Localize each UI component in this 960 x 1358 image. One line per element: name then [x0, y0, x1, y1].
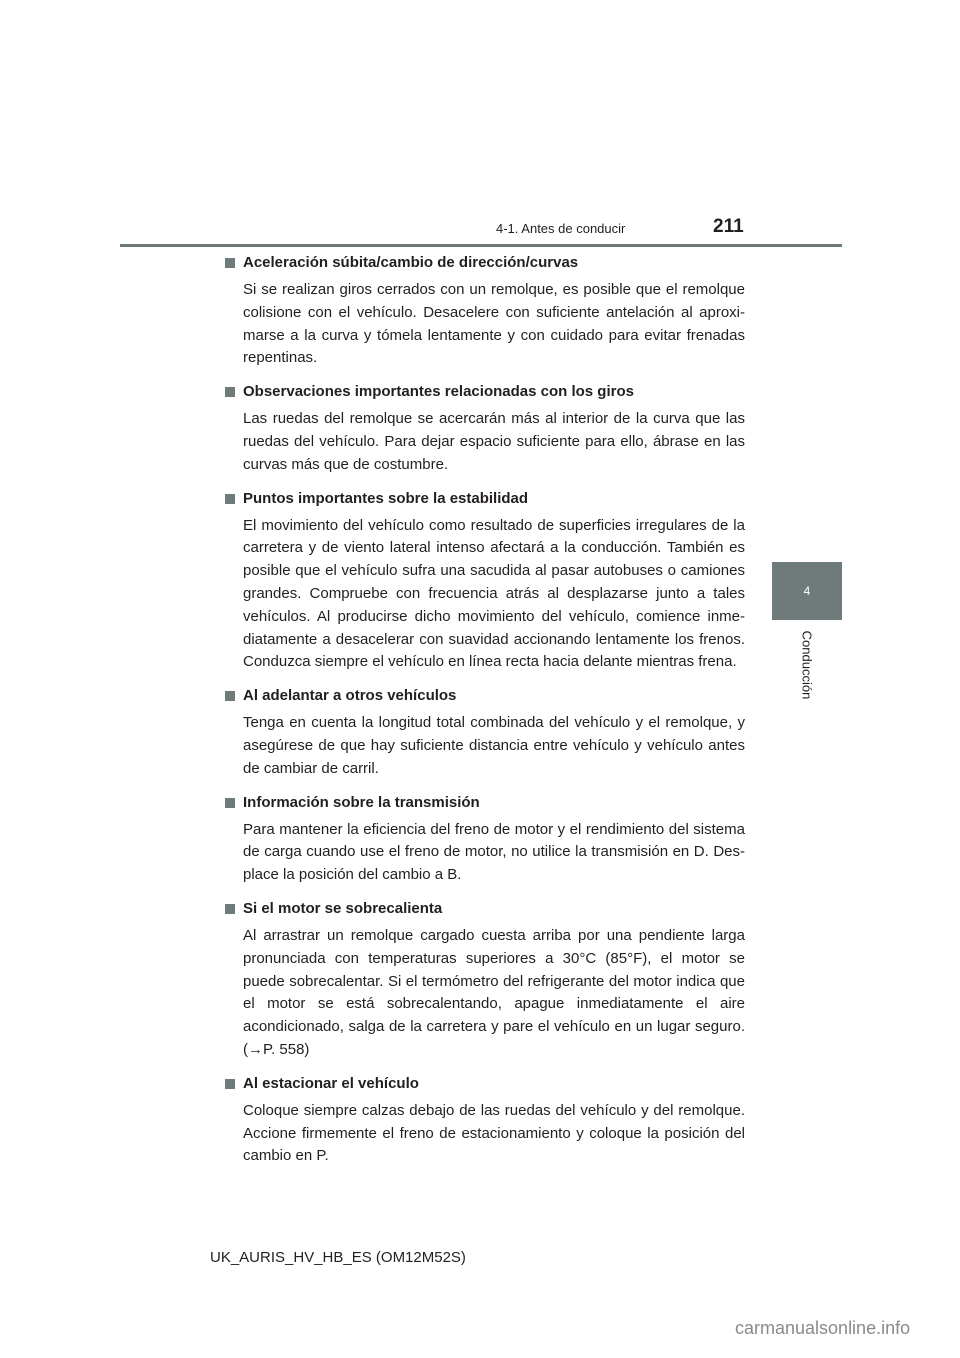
section-body: Coloque siempre calzas debajo de las ruedas del vehículo y del remolque. Accione firmemente el freno de estacionamiento y coloque la posición del cambio en P. [243, 1101, 745, 1165]
page-content [225, 252, 745, 1179]
section-heading: Al adelantar a otros vehículos [225, 685, 745, 707]
section-heading: Al estacionar el vehículo [225, 1073, 745, 1095]
section-heading: Puntos importantes sobre la estabilidad [225, 488, 745, 510]
section-turns [225, 381, 745, 476]
section-body: El movimiento del vehículo como resultado de superficies irregulares de la carretera y de viento lateral intenso afectará a la conducción. También es posible que el vehículo sufra una sacudida al pasar autobuses o camiones grandes. Compruebe con frecuencia atrás al desplazarse junto a tales vehículos. Al producirse dicho movimiento del vehículo, comience inme- diatamente a desacelerar con suavidad accionando lentamente los frenos. Conduzca siempre el vehículo en línea recta hacia delante mientras frena. [243, 516, 745, 671]
footer-document-code: UK_AURIS_HV_HB_ES (OM12M52S) [210, 1249, 466, 1266]
section-stability [225, 488, 745, 675]
section-heading: Información sobre la transmisión [225, 792, 745, 814]
section-body: Tenga en cuenta la longitud total combinada del vehículo y el remolque, y asegúrese de que hay suficiente distancia entre vehículo y vehículo antes de cambiar de carril. [243, 714, 745, 777]
header-section-title: 4-1. Antes de conducir [496, 221, 626, 236]
section-body: Las ruedas del remolque se acercarán más al interior de la curva que las ruedas del vehículo. Para dejar espacio suficiente para ello, ábrase en las curvas más que de costumbre. [243, 410, 745, 473]
section-heading: Aceleración súbita/cambio de dirección/curvas [225, 252, 745, 274]
chapter-number: 4 [803, 584, 811, 598]
section-parking [225, 1073, 745, 1168]
square-bullet-icon [225, 1079, 235, 1089]
square-bullet-icon [225, 691, 235, 701]
page-number: 211 [713, 216, 744, 237]
section-heading: Si el motor se sobrecalienta [225, 898, 745, 920]
section-body: Para mantener la eficiencia del freno de motor y el rendimiento del sistema de carga cuando use el freno de motor, no utilice la transmisión en D. Des- place la posición del cambio a B. [243, 820, 745, 884]
square-bullet-icon [225, 798, 235, 808]
square-bullet-icon [225, 387, 235, 397]
header-divider [120, 244, 842, 247]
section-overheating [225, 898, 745, 1062]
square-bullet-icon [225, 904, 235, 914]
square-bullet-icon [225, 258, 235, 268]
chapter-label: Conducción [799, 630, 815, 700]
section-body: Si se realizan giros cerrados con un remolque, es posible que el remolque colisione con el vehículo. Desacelere con suficiente antelación al aproxi- marse a la curva y tómela lentamente y con cuidado para evitar frenadas repentinas. [243, 281, 745, 367]
chapter-tab [772, 562, 842, 620]
section-sudden-acceleration [225, 252, 745, 370]
section-heading: Observaciones importantes relacionadas con los giros [225, 381, 745, 403]
section-transmission [225, 792, 745, 887]
section-body: Al arrastrar un remolque cargado cuesta arriba por una pendiente larga pronunciada con temperaturas superiores a 30°C (85°F), el motor se puede sobrecalentar. Si el termómetro del refrigerante del motor indica que el motor se está sobrecalentando, apague inmediatamente el aire acondicionado, salga de la carretera y pare el vehículo en un lugar seguro. (→P. 558) [243, 926, 745, 1058]
watermark: carmanualsonline.info [735, 1318, 911, 1338]
section-overtaking [225, 685, 745, 780]
square-bullet-icon [225, 494, 235, 504]
